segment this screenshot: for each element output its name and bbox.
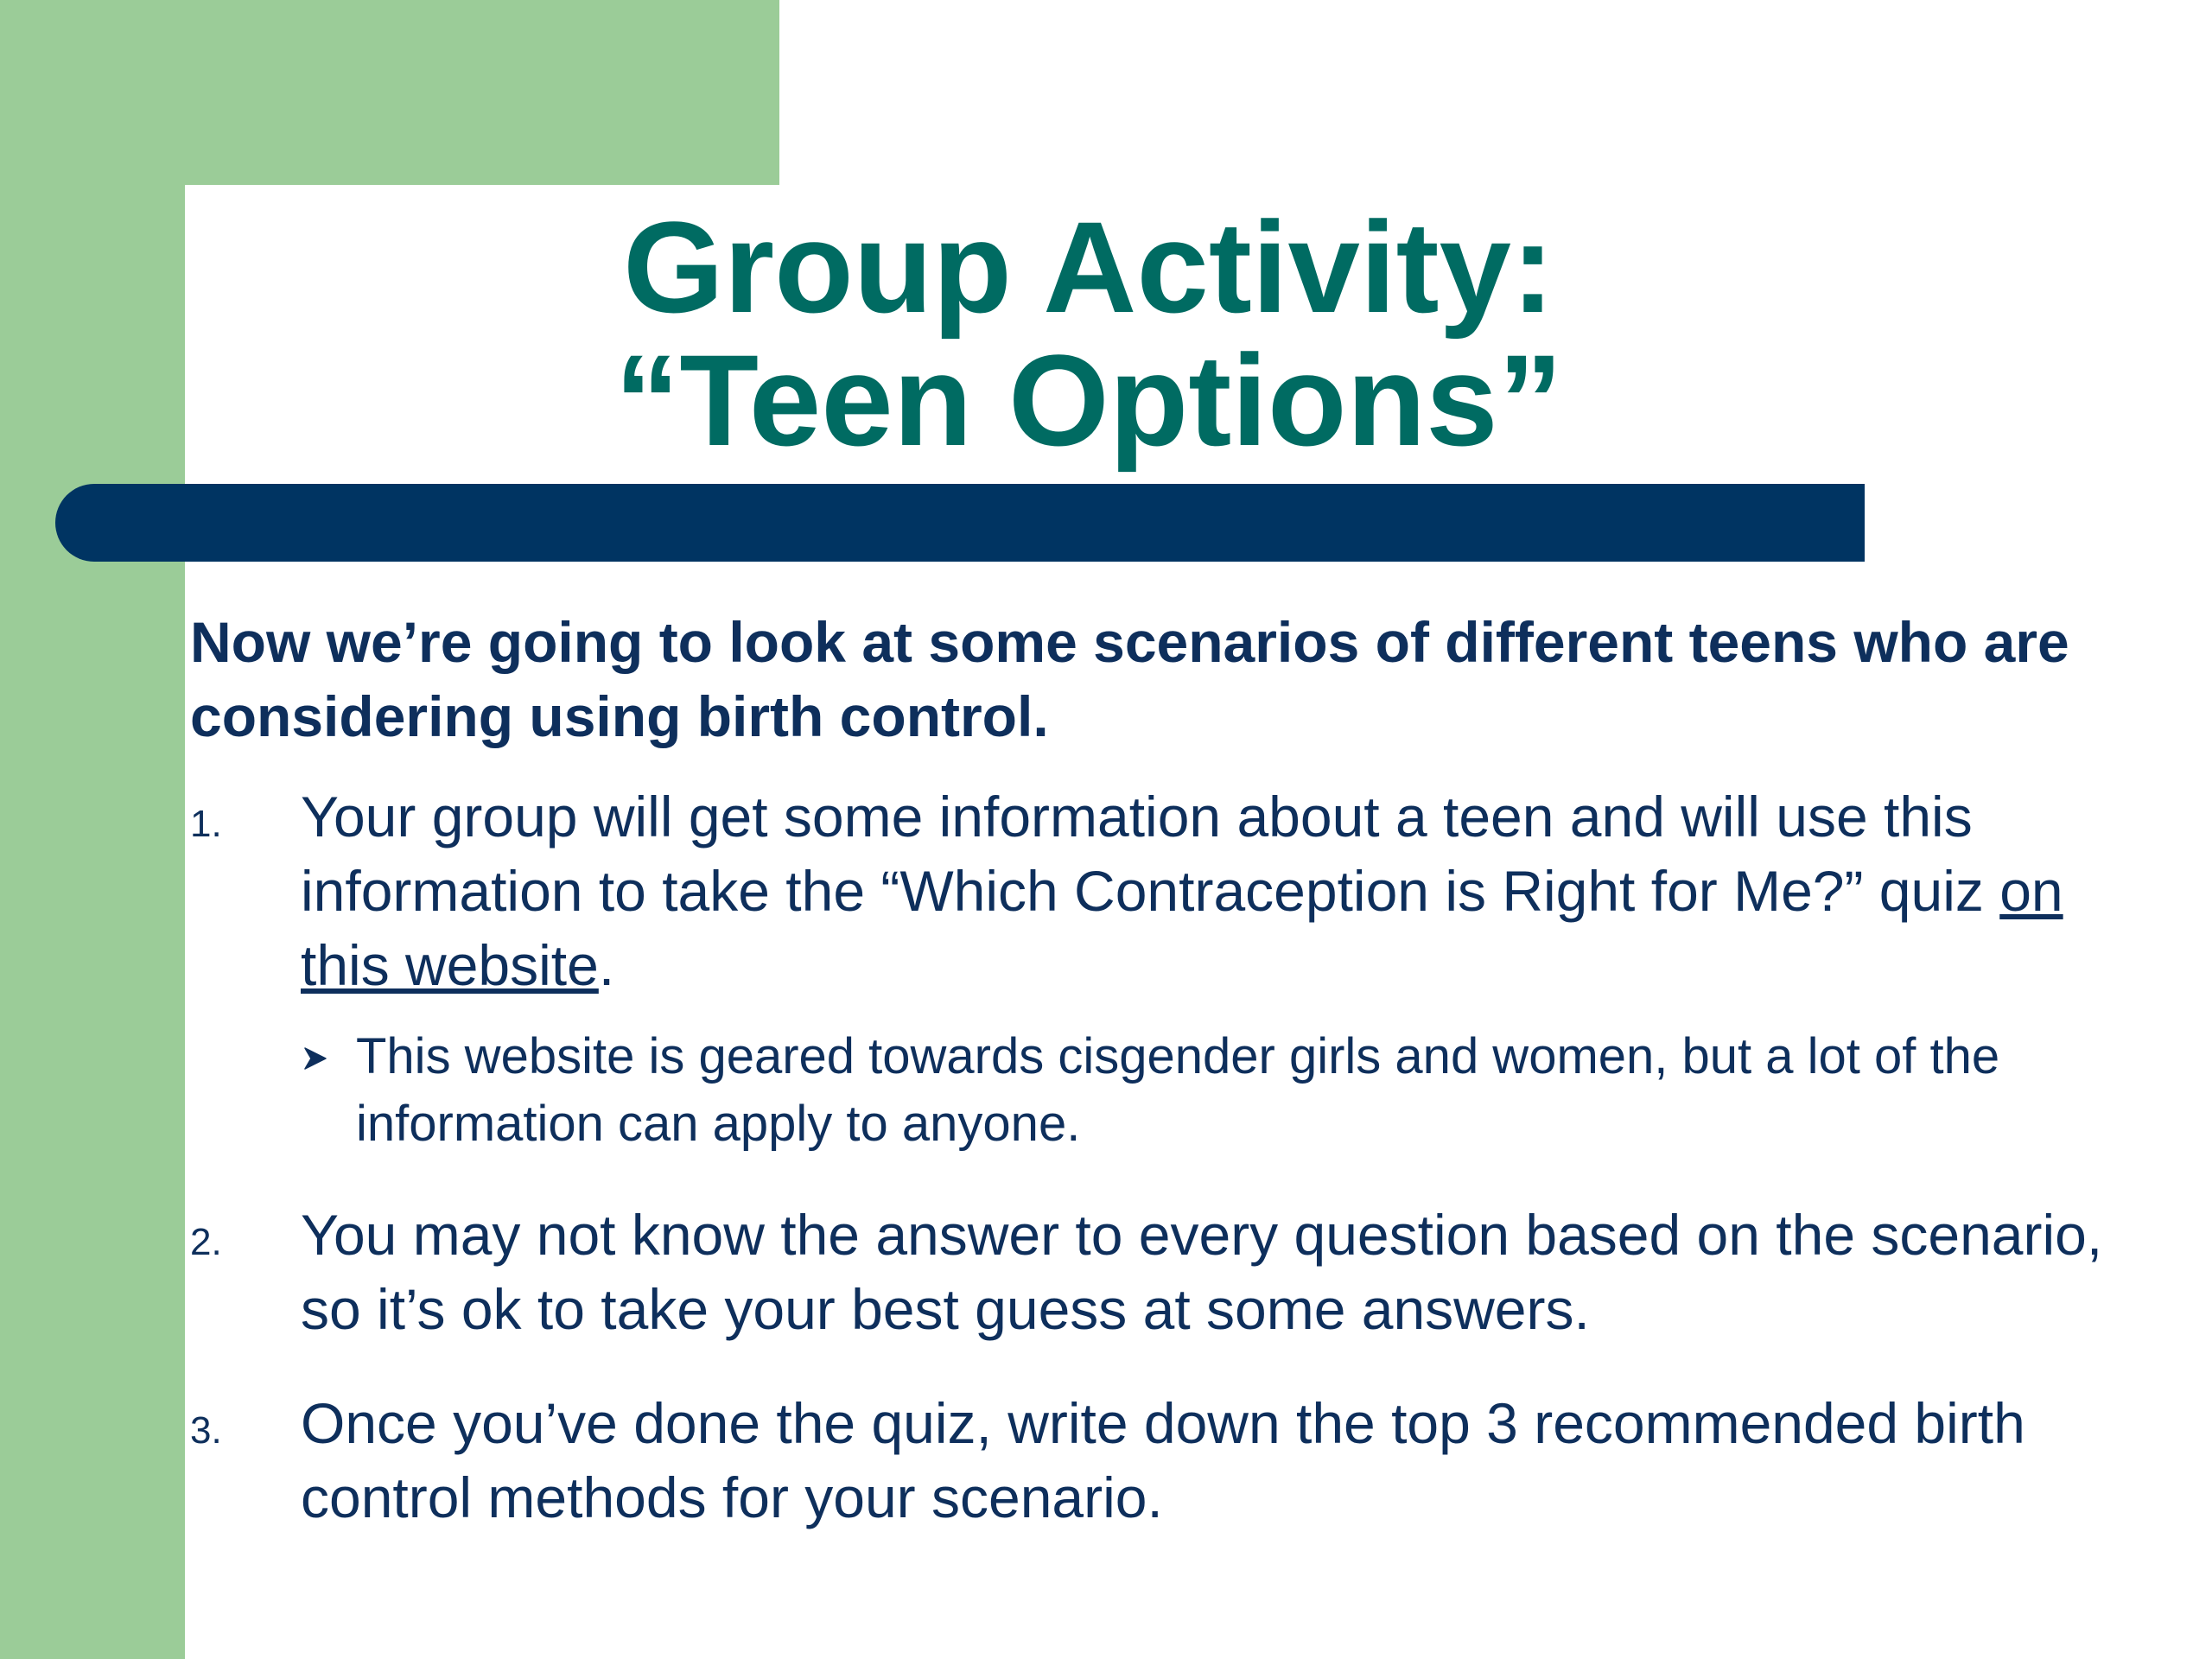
sub-bullet-text: This website is geared towards cisgender girls and women, but a lot of the information can apply to anyone. — [356, 1028, 2000, 1152]
title-line-1: Group Activity: — [623, 194, 1554, 340]
step-2 — [190, 1198, 2160, 1346]
step-number: 2. — [190, 1221, 222, 1263]
step-number: 1. — [190, 803, 222, 845]
website-link[interactable]: on this website — [301, 859, 2063, 997]
green-top-band — [0, 0, 779, 185]
step-1 — [190, 779, 2160, 1002]
step-text-after-link: . — [598, 933, 615, 997]
step-3 — [190, 1386, 2160, 1535]
title-divider-bar — [55, 484, 1865, 562]
step-number: 3. — [190, 1409, 222, 1452]
intro-text: Now we’re going to look at some scenarios of different teens who are considering using birth control. — [190, 610, 2069, 748]
sub-bullet — [301, 1023, 2160, 1158]
slide-body — [190, 605, 2160, 1535]
slide-title — [518, 194, 1659, 473]
green-side-band — [0, 0, 185, 1659]
step-text: You may not know the answer to every question based on the scenario, so it’s ok to take your best guess at some answers. — [301, 1203, 2103, 1341]
arrowhead-bullet-icon — [302, 1046, 328, 1071]
step-text — [301, 779, 2160, 1002]
step-text: Once you’ve done the quiz, write down the top 3 recommended birth control methods for your scenario. — [301, 1391, 2025, 1529]
title-line-2: “Teen Options” — [614, 327, 1563, 473]
step-text-before-link: Your group will get some information about a teen and will use this information to take the “Which Contraception is Right for Me?” quiz — [301, 785, 2000, 923]
